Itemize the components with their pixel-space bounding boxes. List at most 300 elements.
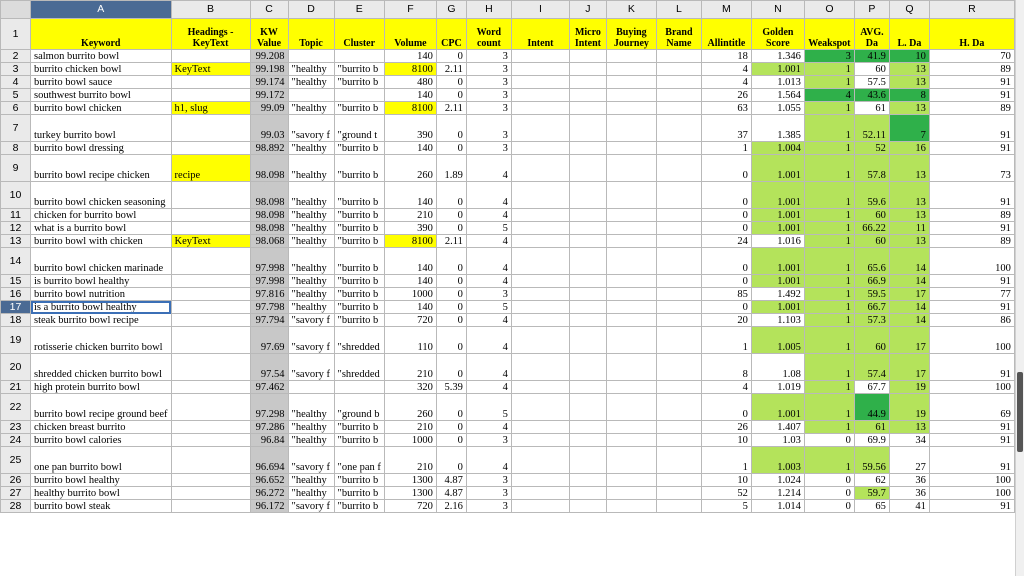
avg-da-cell[interactable]: 60 xyxy=(854,209,889,222)
micro-intent-cell[interactable] xyxy=(569,487,606,500)
cluster-cell[interactable]: "burrito b xyxy=(334,142,384,155)
allintitle-cell[interactable]: 0 xyxy=(701,209,751,222)
brand-name-cell[interactable] xyxy=(656,50,701,63)
brand-name-cell[interactable] xyxy=(656,222,701,235)
buying-journey-cell[interactable] xyxy=(606,394,656,421)
avg-da-cell[interactable]: 59.5 xyxy=(854,288,889,301)
cluster-cell[interactable]: "burrito b xyxy=(334,474,384,487)
heading-cell[interactable] xyxy=(171,500,250,513)
l-da-cell[interactable]: 13 xyxy=(889,76,929,89)
micro-intent-cell[interactable] xyxy=(569,209,606,222)
kw-value-cell[interactable]: 99.172 xyxy=(250,89,288,102)
h-da-cell[interactable]: 91 xyxy=(929,142,1014,155)
header-cell[interactable]: Word count xyxy=(466,19,511,50)
topic-cell[interactable] xyxy=(288,50,334,63)
word-count-cell[interactable]: 4 xyxy=(466,354,511,381)
buying-journey-cell[interactable] xyxy=(606,327,656,354)
word-count-cell[interactable]: 3 xyxy=(466,102,511,115)
golden-score-cell[interactable]: 1.001 xyxy=(751,248,804,275)
word-count-cell[interactable]: 3 xyxy=(466,50,511,63)
golden-score-cell[interactable]: 1.024 xyxy=(751,474,804,487)
l-da-cell[interactable]: 13 xyxy=(889,235,929,248)
volume-cell[interactable]: 1000 xyxy=(384,288,436,301)
kw-value-cell[interactable]: 97.998 xyxy=(250,275,288,288)
cpc-cell[interactable]: 0 xyxy=(436,288,466,301)
micro-intent-cell[interactable] xyxy=(569,102,606,115)
golden-score-cell[interactable]: 1.346 xyxy=(751,50,804,63)
weakspot-cell[interactable]: 0 xyxy=(804,500,854,513)
row-number[interactable]: 12 xyxy=(1,222,31,235)
golden-score-cell[interactable]: 1.103 xyxy=(751,314,804,327)
weakspot-cell[interactable]: 0 xyxy=(804,487,854,500)
l-da-cell[interactable]: 36 xyxy=(889,474,929,487)
avg-da-cell[interactable]: 65 xyxy=(854,500,889,513)
cluster-cell[interactable]: "shredded xyxy=(334,354,384,381)
heading-cell[interactable] xyxy=(171,248,250,275)
weakspot-cell[interactable]: 1 xyxy=(804,327,854,354)
cluster-cell[interactable]: "burrito b xyxy=(334,63,384,76)
volume-cell[interactable]: 720 xyxy=(384,314,436,327)
keyword-cell[interactable]: is burrito bowl healthy xyxy=(31,275,172,288)
weakspot-cell[interactable]: 0 xyxy=(804,474,854,487)
brand-name-cell[interactable] xyxy=(656,421,701,434)
micro-intent-cell[interactable] xyxy=(569,155,606,182)
heading-cell[interactable] xyxy=(171,447,250,474)
keyword-cell[interactable]: burrito bowl sauce xyxy=(31,76,172,89)
topic-cell[interactable]: "healthy xyxy=(288,394,334,421)
micro-intent-cell[interactable] xyxy=(569,301,606,314)
volume-cell[interactable]: 140 xyxy=(384,275,436,288)
cluster-cell[interactable]: "burrito b xyxy=(334,235,384,248)
cpc-cell[interactable]: 0 xyxy=(436,275,466,288)
buying-journey-cell[interactable] xyxy=(606,447,656,474)
word-count-cell[interactable]: 4 xyxy=(466,248,511,275)
allintitle-cell[interactable]: 0 xyxy=(701,275,751,288)
l-da-cell[interactable]: 19 xyxy=(889,381,929,394)
buying-journey-cell[interactable] xyxy=(606,209,656,222)
word-count-cell[interactable]: 3 xyxy=(466,142,511,155)
cluster-cell[interactable]: "burrito b xyxy=(334,155,384,182)
l-da-cell[interactable]: 34 xyxy=(889,434,929,447)
weakspot-cell[interactable]: 1 xyxy=(804,394,854,421)
cluster-cell[interactable]: "burrito b xyxy=(334,102,384,115)
cpc-cell[interactable]: 0 xyxy=(436,115,466,142)
brand-name-cell[interactable] xyxy=(656,182,701,209)
word-count-cell[interactable]: 4 xyxy=(466,421,511,434)
brand-name-cell[interactable] xyxy=(656,63,701,76)
micro-intent-cell[interactable] xyxy=(569,421,606,434)
keyword-cell[interactable]: burrito bowl calories xyxy=(31,434,172,447)
word-count-cell[interactable]: 5 xyxy=(466,301,511,314)
weakspot-cell[interactable]: 1 xyxy=(804,155,854,182)
brand-name-cell[interactable] xyxy=(656,314,701,327)
keyword-cell[interactable]: burrito bowl recipe ground beef xyxy=(31,394,172,421)
column-header-d[interactable]: D xyxy=(288,1,334,19)
micro-intent-cell[interactable] xyxy=(569,50,606,63)
cpc-cell[interactable]: 0 xyxy=(436,314,466,327)
intent-cell[interactable] xyxy=(511,327,569,354)
column-header-c[interactable]: C xyxy=(250,1,288,19)
cluster-cell[interactable]: "burrito b xyxy=(334,209,384,222)
topic-cell[interactable]: "healthy xyxy=(288,155,334,182)
allintitle-cell[interactable]: 1 xyxy=(701,447,751,474)
topic-cell[interactable]: "healthy xyxy=(288,222,334,235)
weakspot-cell[interactable]: 1 xyxy=(804,354,854,381)
avg-da-cell[interactable]: 66.9 xyxy=(854,275,889,288)
heading-cell[interactable] xyxy=(171,487,250,500)
h-da-cell[interactable]: 91 xyxy=(929,89,1014,102)
intent-cell[interactable] xyxy=(511,115,569,142)
buying-journey-cell[interactable] xyxy=(606,235,656,248)
weakspot-cell[interactable]: 1 xyxy=(804,248,854,275)
weakspot-cell[interactable]: 1 xyxy=(804,76,854,89)
allintitle-cell[interactable]: 1 xyxy=(701,327,751,354)
column-header-f[interactable]: F xyxy=(384,1,436,19)
micro-intent-cell[interactable] xyxy=(569,434,606,447)
heading-cell[interactable] xyxy=(171,301,250,314)
cpc-cell[interactable]: 0 xyxy=(436,209,466,222)
word-count-cell[interactable]: 4 xyxy=(466,209,511,222)
heading-cell[interactable] xyxy=(171,314,250,327)
weakspot-cell[interactable]: 1 xyxy=(804,209,854,222)
cluster-cell[interactable]: "burrito b xyxy=(334,434,384,447)
kw-value-cell[interactable]: 97.298 xyxy=(250,394,288,421)
micro-intent-cell[interactable] xyxy=(569,63,606,76)
kw-value-cell[interactable]: 99.198 xyxy=(250,63,288,76)
h-da-cell[interactable]: 89 xyxy=(929,209,1014,222)
cpc-cell[interactable]: 0 xyxy=(436,76,466,89)
allintitle-cell[interactable]: 10 xyxy=(701,474,751,487)
h-da-cell[interactable]: 70 xyxy=(929,50,1014,63)
buying-journey-cell[interactable] xyxy=(606,314,656,327)
buying-journey-cell[interactable] xyxy=(606,142,656,155)
cluster-cell[interactable]: "ground b xyxy=(334,394,384,421)
topic-cell[interactable]: "healthy xyxy=(288,288,334,301)
h-da-cell[interactable]: 89 xyxy=(929,63,1014,76)
heading-cell[interactable] xyxy=(171,89,250,102)
allintitle-cell[interactable]: 4 xyxy=(701,63,751,76)
row-number[interactable]: 8 xyxy=(1,142,31,155)
header-cell[interactable]: Headings - KeyText xyxy=(171,19,250,50)
header-cell[interactable]: Weakspot xyxy=(804,19,854,50)
cluster-cell[interactable]: "burrito b xyxy=(334,314,384,327)
l-da-cell[interactable]: 36 xyxy=(889,487,929,500)
buying-journey-cell[interactable] xyxy=(606,248,656,275)
micro-intent-cell[interactable] xyxy=(569,314,606,327)
volume-cell[interactable]: 140 xyxy=(384,301,436,314)
volume-cell[interactable]: 210 xyxy=(384,209,436,222)
h-da-cell[interactable]: 91 xyxy=(929,421,1014,434)
word-count-cell[interactable]: 4 xyxy=(466,182,511,209)
allintitle-cell[interactable]: 8 xyxy=(701,354,751,381)
buying-journey-cell[interactable] xyxy=(606,487,656,500)
header-cell[interactable]: Allintitle xyxy=(701,19,751,50)
h-da-cell[interactable]: 91 xyxy=(929,115,1014,142)
kw-value-cell[interactable]: 98.892 xyxy=(250,142,288,155)
keyword-cell[interactable]: burrito bowl healthy xyxy=(31,474,172,487)
micro-intent-cell[interactable] xyxy=(569,474,606,487)
column-header-j[interactable]: J xyxy=(569,1,606,19)
l-da-cell[interactable]: 14 xyxy=(889,301,929,314)
row-number[interactable]: 1 xyxy=(1,19,31,50)
micro-intent-cell[interactable] xyxy=(569,182,606,209)
heading-cell[interactable] xyxy=(171,222,250,235)
cpc-cell[interactable]: 0 xyxy=(436,394,466,421)
micro-intent-cell[interactable] xyxy=(569,142,606,155)
heading-cell[interactable] xyxy=(171,354,250,381)
keyword-cell[interactable]: healthy burrito bowl xyxy=(31,487,172,500)
word-count-cell[interactable]: 5 xyxy=(466,222,511,235)
allintitle-cell[interactable]: 26 xyxy=(701,421,751,434)
word-count-cell[interactable]: 3 xyxy=(466,487,511,500)
cluster-cell[interactable]: "burrito b xyxy=(334,76,384,89)
golden-score-cell[interactable]: 1.016 xyxy=(751,235,804,248)
golden-score-cell[interactable]: 1.407 xyxy=(751,421,804,434)
brand-name-cell[interactable] xyxy=(656,288,701,301)
brand-name-cell[interactable] xyxy=(656,275,701,288)
keyword-cell[interactable]: burrito bowl chicken xyxy=(31,102,172,115)
topic-cell[interactable]: "savory f xyxy=(288,500,334,513)
intent-cell[interactable] xyxy=(511,50,569,63)
avg-da-cell[interactable]: 61 xyxy=(854,102,889,115)
allintitle-cell[interactable]: 26 xyxy=(701,89,751,102)
column-header-n[interactable]: N xyxy=(751,1,804,19)
row-number[interactable]: 27 xyxy=(1,487,31,500)
topic-cell[interactable] xyxy=(288,381,334,394)
golden-score-cell[interactable]: 1.001 xyxy=(751,155,804,182)
keyword-cell[interactable]: shredded chicken burrito bowl xyxy=(31,354,172,381)
buying-journey-cell[interactable] xyxy=(606,288,656,301)
heading-cell[interactable]: recipe xyxy=(171,155,250,182)
volume-cell[interactable]: 8100 xyxy=(384,63,436,76)
l-da-cell[interactable]: 16 xyxy=(889,142,929,155)
brand-name-cell[interactable] xyxy=(656,155,701,182)
micro-intent-cell[interactable] xyxy=(569,76,606,89)
row-number[interactable]: 25 xyxy=(1,447,31,474)
cluster-cell[interactable]: "burrito b xyxy=(334,500,384,513)
volume-cell[interactable]: 1000 xyxy=(384,434,436,447)
topic-cell[interactable]: "savory f xyxy=(288,314,334,327)
cluster-cell[interactable] xyxy=(334,381,384,394)
l-da-cell[interactable]: 13 xyxy=(889,155,929,182)
heading-cell[interactable] xyxy=(171,115,250,142)
topic-cell[interactable]: "savory f xyxy=(288,354,334,381)
row-number[interactable]: 20 xyxy=(1,354,31,381)
brand-name-cell[interactable] xyxy=(656,327,701,354)
cluster-cell[interactable] xyxy=(334,50,384,63)
avg-da-cell[interactable]: 60 xyxy=(854,235,889,248)
topic-cell[interactable]: "healthy xyxy=(288,487,334,500)
kw-value-cell[interactable]: 97.998 xyxy=(250,248,288,275)
buying-journey-cell[interactable] xyxy=(606,89,656,102)
brand-name-cell[interactable] xyxy=(656,102,701,115)
volume-cell[interactable]: 720 xyxy=(384,500,436,513)
weakspot-cell[interactable]: 0 xyxy=(804,434,854,447)
micro-intent-cell[interactable] xyxy=(569,248,606,275)
allintitle-cell[interactable]: 0 xyxy=(701,182,751,209)
header-cell[interactable]: Keyword xyxy=(31,19,172,50)
allintitle-cell[interactable]: 5 xyxy=(701,500,751,513)
cpc-cell[interactable]: 0 xyxy=(436,447,466,474)
volume-cell[interactable]: 210 xyxy=(384,447,436,474)
kw-value-cell[interactable]: 96.652 xyxy=(250,474,288,487)
allintitle-cell[interactable]: 52 xyxy=(701,487,751,500)
golden-score-cell[interactable]: 1.385 xyxy=(751,115,804,142)
topic-cell[interactable]: "savory f xyxy=(288,447,334,474)
keyword-cell[interactable]: burrito bowl steak xyxy=(31,500,172,513)
cluster-cell[interactable]: "burrito b xyxy=(334,487,384,500)
kw-value-cell[interactable]: 97.794 xyxy=(250,314,288,327)
cpc-cell[interactable]: 0 xyxy=(436,421,466,434)
buying-journey-cell[interactable] xyxy=(606,354,656,381)
heading-cell[interactable]: KeyText xyxy=(171,63,250,76)
row-number[interactable]: 13 xyxy=(1,235,31,248)
brand-name-cell[interactable] xyxy=(656,248,701,275)
word-count-cell[interactable]: 4 xyxy=(466,447,511,474)
l-da-cell[interactable]: 14 xyxy=(889,275,929,288)
golden-score-cell[interactable]: 1.001 xyxy=(751,275,804,288)
heading-cell[interactable]: h1, slug xyxy=(171,102,250,115)
heading-cell[interactable] xyxy=(171,209,250,222)
golden-score-cell[interactable]: 1.004 xyxy=(751,142,804,155)
kw-value-cell[interactable]: 97.816 xyxy=(250,288,288,301)
cpc-cell[interactable]: 0 xyxy=(436,142,466,155)
intent-cell[interactable] xyxy=(511,381,569,394)
heading-cell[interactable] xyxy=(171,394,250,421)
avg-da-cell[interactable]: 60 xyxy=(854,327,889,354)
brand-name-cell[interactable] xyxy=(656,235,701,248)
brand-name-cell[interactable] xyxy=(656,115,701,142)
topic-cell[interactable]: "healthy xyxy=(288,102,334,115)
cpc-cell[interactable]: 0 xyxy=(436,301,466,314)
cpc-cell[interactable]: 0 xyxy=(436,354,466,381)
row-number[interactable]: 22 xyxy=(1,394,31,421)
cluster-cell[interactable]: "burrito b xyxy=(334,248,384,275)
word-count-cell[interactable]: 3 xyxy=(466,474,511,487)
word-count-cell[interactable]: 3 xyxy=(466,500,511,513)
row-number[interactable]: 26 xyxy=(1,474,31,487)
header-cell[interactable]: L. Da xyxy=(889,19,929,50)
avg-da-cell[interactable]: 57.5 xyxy=(854,76,889,89)
volume-cell[interactable]: 1300 xyxy=(384,487,436,500)
row-number[interactable]: 28 xyxy=(1,500,31,513)
buying-journey-cell[interactable] xyxy=(606,381,656,394)
cluster-cell[interactable]: "burrito b xyxy=(334,275,384,288)
intent-cell[interactable] xyxy=(511,142,569,155)
brand-name-cell[interactable] xyxy=(656,500,701,513)
buying-journey-cell[interactable] xyxy=(606,102,656,115)
h-da-cell[interactable]: 77 xyxy=(929,288,1014,301)
word-count-cell[interactable]: 4 xyxy=(466,155,511,182)
allintitle-cell[interactable]: 0 xyxy=(701,248,751,275)
intent-cell[interactable] xyxy=(511,288,569,301)
kw-value-cell[interactable]: 98.098 xyxy=(250,209,288,222)
kw-value-cell[interactable]: 98.098 xyxy=(250,155,288,182)
avg-da-cell[interactable]: 59.6 xyxy=(854,182,889,209)
allintitle-cell[interactable]: 0 xyxy=(701,222,751,235)
kw-value-cell[interactable]: 99.09 xyxy=(250,102,288,115)
header-cell[interactable]: Buying Journey xyxy=(606,19,656,50)
brand-name-cell[interactable] xyxy=(656,381,701,394)
cluster-cell[interactable]: "burrito b xyxy=(334,222,384,235)
allintitle-cell[interactable]: 0 xyxy=(701,301,751,314)
topic-cell[interactable]: "healthy xyxy=(288,248,334,275)
cpc-cell[interactable]: 2.11 xyxy=(436,102,466,115)
golden-score-cell[interactable]: 1.014 xyxy=(751,500,804,513)
l-da-cell[interactable]: 10 xyxy=(889,50,929,63)
column-header-b[interactable]: B xyxy=(171,1,250,19)
allintitle-cell[interactable]: 1 xyxy=(701,142,751,155)
avg-da-cell[interactable]: 67.7 xyxy=(854,381,889,394)
row-number[interactable]: 23 xyxy=(1,421,31,434)
heading-cell[interactable] xyxy=(171,434,250,447)
volume-cell[interactable]: 140 xyxy=(384,182,436,209)
h-da-cell[interactable]: 100 xyxy=(929,327,1014,354)
column-header-m[interactable]: M xyxy=(701,1,751,19)
select-all-corner[interactable] xyxy=(1,1,31,19)
micro-intent-cell[interactable] xyxy=(569,500,606,513)
word-count-cell[interactable]: 3 xyxy=(466,288,511,301)
golden-score-cell[interactable]: 1.001 xyxy=(751,394,804,421)
brand-name-cell[interactable] xyxy=(656,142,701,155)
row-number[interactable]: 5 xyxy=(1,89,31,102)
topic-cell[interactable]: "healthy xyxy=(288,474,334,487)
heading-cell[interactable] xyxy=(171,50,250,63)
column-header-i[interactable]: I xyxy=(511,1,569,19)
micro-intent-cell[interactable] xyxy=(569,115,606,142)
column-header-p[interactable]: P xyxy=(854,1,889,19)
kw-value-cell[interactable]: 97.54 xyxy=(250,354,288,381)
l-da-cell[interactable]: 17 xyxy=(889,354,929,381)
golden-score-cell[interactable]: 1.019 xyxy=(751,381,804,394)
micro-intent-cell[interactable] xyxy=(569,89,606,102)
heading-cell[interactable] xyxy=(171,327,250,354)
intent-cell[interactable] xyxy=(511,275,569,288)
vertical-scrollbar[interactable] xyxy=(1015,0,1024,576)
golden-score-cell[interactable]: 1.055 xyxy=(751,102,804,115)
intent-cell[interactable] xyxy=(511,209,569,222)
l-da-cell[interactable]: 17 xyxy=(889,327,929,354)
buying-journey-cell[interactable] xyxy=(606,50,656,63)
avg-da-cell[interactable]: 66.22 xyxy=(854,222,889,235)
avg-da-cell[interactable]: 52.11 xyxy=(854,115,889,142)
row-number[interactable]: 7 xyxy=(1,115,31,142)
allintitle-cell[interactable]: 10 xyxy=(701,434,751,447)
micro-intent-cell[interactable] xyxy=(569,381,606,394)
header-cell[interactable]: Topic xyxy=(288,19,334,50)
avg-da-cell[interactable]: 41.9 xyxy=(854,50,889,63)
buying-journey-cell[interactable] xyxy=(606,155,656,182)
column-header-e[interactable]: E xyxy=(334,1,384,19)
intent-cell[interactable] xyxy=(511,89,569,102)
buying-journey-cell[interactable] xyxy=(606,301,656,314)
kw-value-cell[interactable]: 98.068 xyxy=(250,235,288,248)
word-count-cell[interactable]: 3 xyxy=(466,63,511,76)
header-cell[interactable]: Intent xyxy=(511,19,569,50)
row-number[interactable]: 10 xyxy=(1,182,31,209)
keyword-cell[interactable]: burrito bowl nutrition xyxy=(31,288,172,301)
volume-cell[interactable]: 140 xyxy=(384,142,436,155)
intent-cell[interactable] xyxy=(511,222,569,235)
volume-cell[interactable]: 140 xyxy=(384,89,436,102)
keyword-cell[interactable]: rotisserie chicken burrito bowl xyxy=(31,327,172,354)
buying-journey-cell[interactable] xyxy=(606,222,656,235)
row-number[interactable]: 19 xyxy=(1,327,31,354)
heading-cell[interactable] xyxy=(171,288,250,301)
buying-journey-cell[interactable] xyxy=(606,500,656,513)
volume-cell[interactable]: 390 xyxy=(384,115,436,142)
buying-journey-cell[interactable] xyxy=(606,63,656,76)
